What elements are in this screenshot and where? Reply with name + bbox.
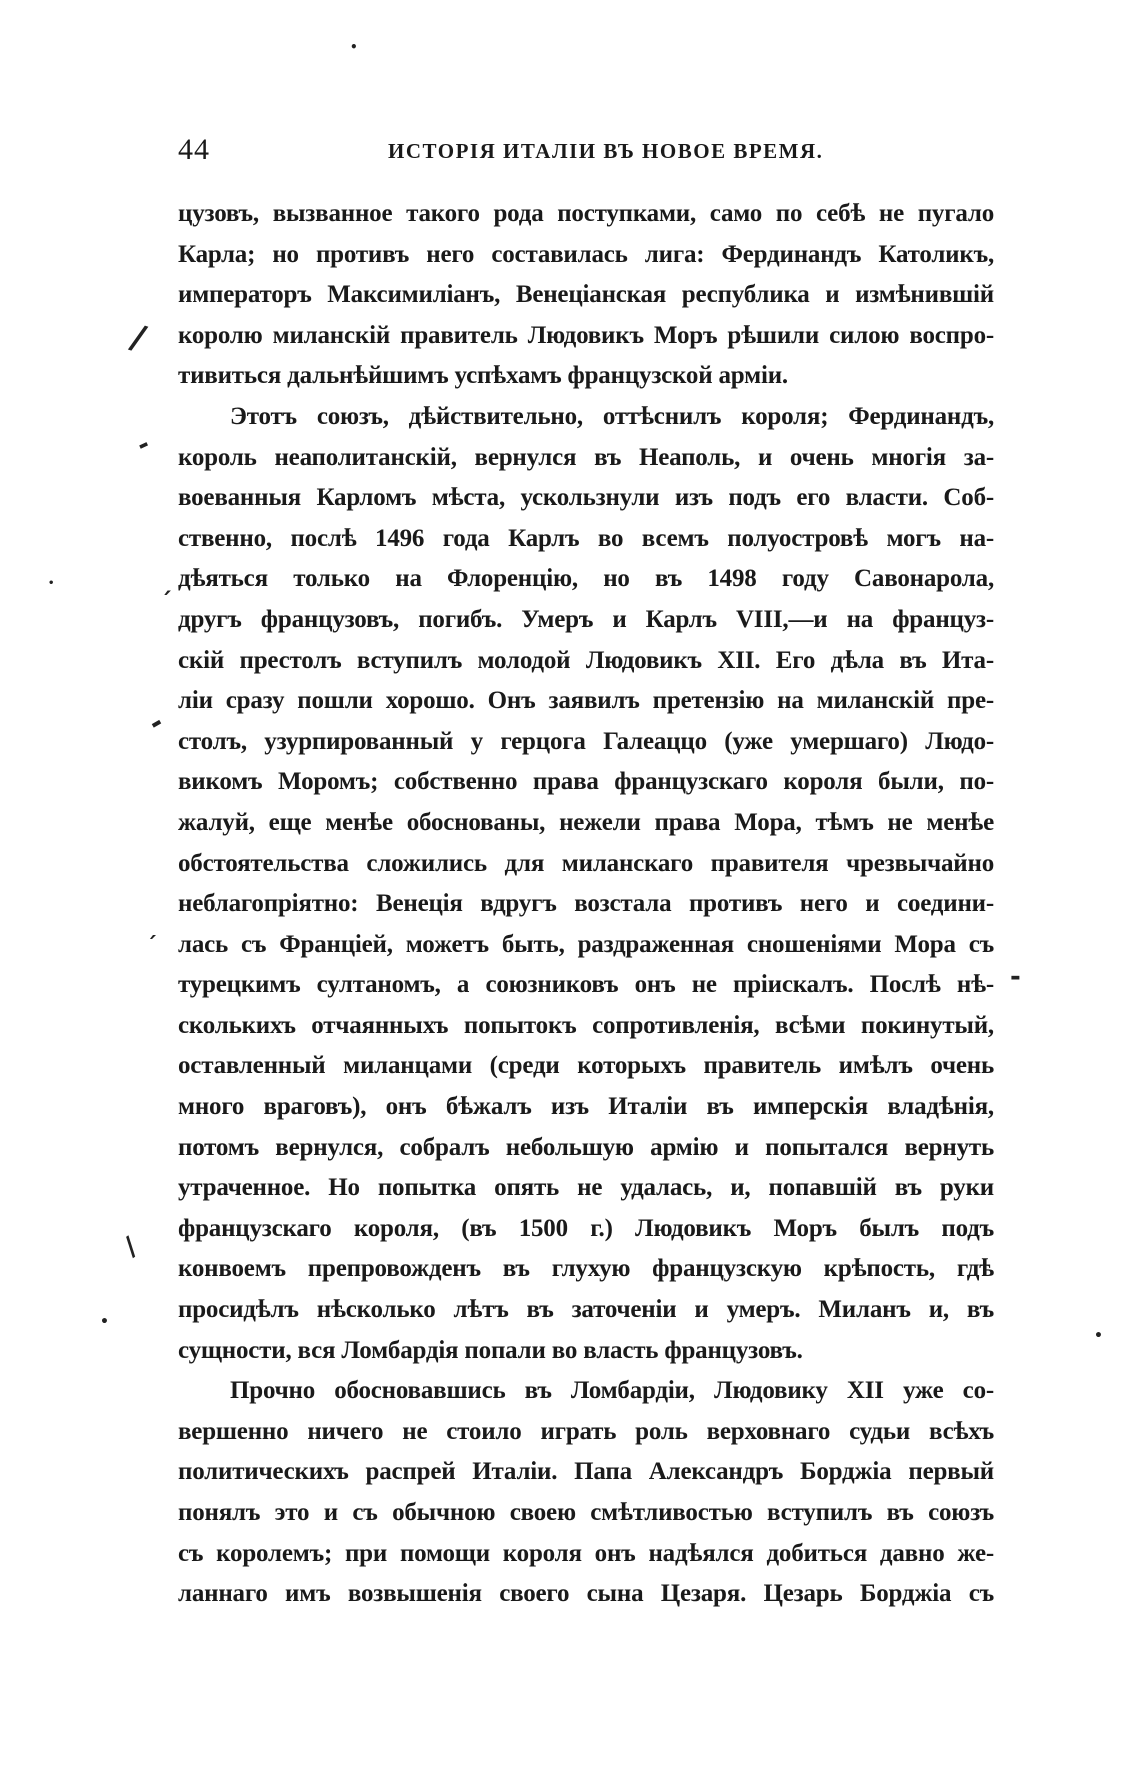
margin-tick-mark-2: ´	[146, 934, 157, 959]
text-line: сущности, вся Ломбардія попали во власть французовъ.	[178, 1336, 803, 1364]
margin-dash-mark-2: -	[142, 705, 170, 740]
text-line: потомъ вернулся, собралъ небольшую армію и попытался вернуть	[178, 1133, 994, 1161]
text-line: съ королемъ; при помощи короля онъ надѣялся добиться давно же-	[178, 1539, 994, 1567]
text-line: неблагопріятно: Венеція вдругъ возстала противъ него и соедини-	[178, 890, 994, 918]
text-line: обстоятельства сложились для миланскаго правителя чрезвычайно	[178, 849, 994, 877]
text-line: воеванныя Карломъ мѣста, ускользнули изъ подъ его власти. Соб-	[178, 484, 994, 512]
text-line: Прочно обосновавшись въ Ломбардіи, Людовику XII уже со-	[230, 1377, 994, 1405]
text-line: цузовъ, вызванное такого рода поступками, само по себѣ не пугало	[178, 200, 994, 227]
header-title: ИСТОРІЯ ИТАЛІИ ВЪ НОВОЕ ВРЕМЯ.	[388, 139, 824, 163]
margin-dash-mark-3: -	[1010, 962, 1021, 992]
text-line: вершенно ничего не стоило играть роль верховнаго судьи всѣхъ	[178, 1417, 994, 1445]
text-line: понялъ это и съ обычною своею смѣтливостью вступилъ въ союзъ	[178, 1499, 994, 1526]
text-line: конвоемъ препровожденъ въ глухую французскую крѣпость, гдѣ	[178, 1255, 994, 1283]
text-line: ственно, послѣ 1496 года Карлъ во всемъ полуостровѣ могъ на-	[178, 524, 994, 552]
text-line: дѣяться только на Флоренцію, но въ 1498 году Савонарола,	[178, 565, 994, 593]
text-line: Карла; но противъ него составилась лига: Фердинандъ Католикъ,	[178, 240, 994, 268]
text-line: король неаполитанскій, вернулся въ Неаполь, и очень многія за-	[178, 443, 994, 471]
text-line: лась съ Франціей, можетъ быть, раздраженная сношеніями Мора съ	[178, 930, 994, 958]
margin-tick-mark: ´	[160, 588, 172, 616]
text-line: просидѣлъ нѣсколько лѣтъ въ заточеніи и умеръ. Миланъ и, въ	[178, 1296, 994, 1324]
margin-slash-mark-2: /	[118, 1231, 144, 1263]
margin-dot-mark-2: •	[1094, 1328, 1103, 1344]
top-dot-mark: •	[350, 40, 358, 54]
text-line: столъ, узурпированный у герцога Галеаццо (уже умершаго) Людо-	[178, 727, 994, 755]
text-line: много враговъ), онъ бѣжалъ изъ Италіи въ имперскія владѣнія,	[178, 1093, 994, 1121]
body-text	[178, 194, 994, 1615]
text-line: другъ французовъ, погибъ. Умеръ и Карлъ VIII,—и на француз-	[178, 605, 994, 633]
text-line: политическихъ распрей Италіи. Папа Александръ Борджіа первый	[178, 1458, 994, 1486]
text-line: королю миланскій правитель Людовикъ Моръ рѣшили силою воспро-	[178, 321, 994, 349]
running-head	[178, 132, 994, 172]
text-line: императоръ Максимиліанъ, Венеціанская республика и измѣнившій	[178, 281, 994, 309]
margin-dot-mark: •	[100, 1314, 109, 1330]
text-line: ліи сразу пошли хорошо. Онъ заявилъ претензію на миланскій пре-	[178, 687, 994, 715]
margin-slash-mark: /	[126, 317, 151, 359]
text-line: ланнаго имъ возвышенія своего сына Цезаря. Цезарь Борджіа съ	[178, 1580, 994, 1608]
text-line: оставленный миланцами (среди которыхъ правитель имѣлъ очень	[178, 1052, 994, 1080]
text-line: тивиться дальнѣйшимъ успѣхамъ французской арміи.	[178, 362, 788, 390]
margin-dash-mark: -	[132, 429, 155, 461]
text-line: викомъ Моромъ; собственно права французскаго короля были, по-	[178, 768, 994, 796]
page-number: 44	[178, 133, 210, 166]
text-line: утраченное. Но попытка опять не удалась, и, попавшій въ руки	[178, 1174, 994, 1202]
text-line: жалуй, еще менѣе обоснованы, нежели права Мора, тѣмъ не менѣе	[178, 808, 994, 836]
text-line: скій престолъ вступилъ молодой Людовикъ XII. Его дѣла въ Ита-	[178, 646, 994, 674]
text-line: Этотъ союзъ, дѣйствительно, оттѣснилъ короля; Фердинандъ,	[230, 402, 994, 430]
text-line: сколькихъ отчаянныхъ попытокъ сопротивленія, всѣми покинутый,	[178, 1011, 994, 1039]
text-line: турецкимъ султаномъ, а союзниковъ онъ не пріискалъ. Послѣ нѣ-	[178, 971, 994, 999]
text-line: французскаго короля, (въ 1500 г.) Людовикъ Моръ былъ подъ	[178, 1214, 994, 1242]
margin-dot-mark-3: •	[48, 578, 55, 589]
